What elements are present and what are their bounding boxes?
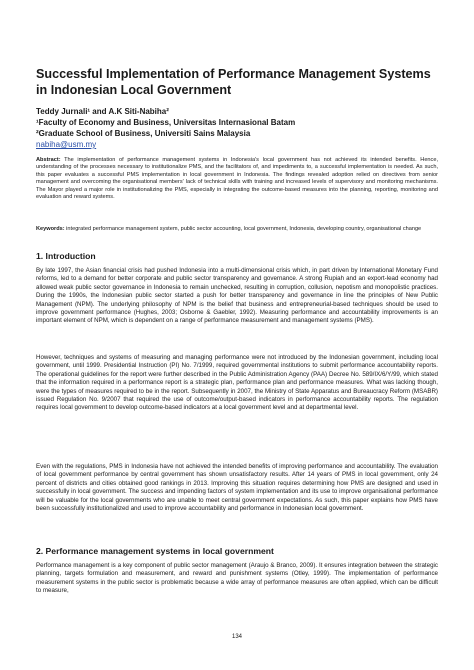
keywords-text: integrated performance management system, public sector accounting, local government, Indonesia, developing country, organisational change [66,226,422,232]
author-names: Teddy Jurnali¹ and A.K Siti-Nabiha² [36,107,169,116]
abstract [36,157,438,201]
pms-paragraph-1: Performance management is a key component of public sector management (Araujo & Branco, 2009). It ensures integration between the strategic planning, targets formulation and measurement, and reward and punishment systems (Otley, 1999). The implementation of performance measurement systems in the public sector is problematic because a wide array of performance measures are often applied, which can be difficult to measure, [36,562,438,595]
page-number: 134 [231,634,242,640]
keywords [36,226,438,233]
section-heading-pms: 2. Performance management systems in local government [36,546,274,556]
intro-paragraph-3: Even with the regulations, PMS in Indonesia have not achieved the intended benefits of improving performance and accountability. The evaluation of local government performance by central government has shown unsatisfactory results. After 14 years of PMS in local government, only 24 percent of districts and cities obtained good rankings in 2013. Improving this situation requires determining how PMS are designed and used in successfully in local government. The success and impending factors of system implementation and its use to improve organisational performance will be valuable for the local governments who are unable to meet central government expectations. As such, this paper explains how PMS have been successfully institutionalized and used to improve accountability and performance in Indonesian local government. [36,463,438,513]
abstract-text: The implementation of performance management systems in Indonesia's local government has not achieved its intended benefits. Hence, understanding of the processes necessary to institutionalize PMS, and the facilitators of, and impediments to, a successful implementation is needed. As such, this paper evaluates a successful PMS implementation in local government in Indonesia. The findings revealed adoption relied on directives from senior management and overcoming the organisational members' lack of technical skills with training and increased levels of supervisory and monitoring mechanisms. The Mayor played a major role in institutionalizing the PMS, especially in integrating the outcome-based measures into the planning, reporting, monitoring and evaluation and reward systems. [36,157,438,201]
intro-paragraph-1: By late 1997, the Asian financial crisis had pushed Indonesia into a multi-dimensional crisis which, in part driven by International Monetary Fund reforms, led to a demand for better corporate and public sector transparency and governance. A strong Rupiah and an export-lead economy had allowed weak public sector governance in Indonesia to remain unchecked, resulting in corruption, collusion, nepotism and monopolistic practices. During the 1990s, the Indonesian public sector started a push for better transparency and governance in line the principles of New Public Management (NPM). The underlying philosophy of NPM is the belief that business and entrepreneurial-based techniques should be used to improve government performance (Hughes, 2003; Osborne & Gaebler, 1992). Measuring performance and accountability improvements is an important element of NPM, which is dependent on a range of performance measurement and management systems (PMS). [36,267,438,325]
affiliation-1: ¹Faculty of Economy and Business, Universitas Internasional Batam [36,118,296,127]
abstract-label: Abstract: [36,157,61,163]
intro-paragraph-2: However, techniques and systems of measuring and managing performance were not introduced by the Indonesian government, including local government, until 1999. Presidential Instruction (PI) No. 7/1999, required governmental institutions to submit performance accountability reports. The operational guidelines for the report were further described in the Public Administration Agency (PAA) Decree No. 589/IX/6/Y/99, which stated that the information required in a performance report is a strategic plan, performance plan and performance measures. What was lacking though, were the types of measures required to be in the report. Subsequently in 2007, the Ministry of State Apparatus and Bureaucracy Reform (MSABR) issued Regulation No. 9/2007 that required the use of outcome/output-based indicators in performance accountability reports. The regulation requires local government to develop outcome-based indicators at a local government level and at departmental level. [36,354,438,412]
paper-title: Successful Implementation of Performance Management Systems in Indonesian Local Government [36,67,431,97]
keywords-label: Keywords: [36,226,65,232]
section-heading-introduction: 1. Introduction [36,251,96,261]
author-email-link[interactable]: nabiha@usm.my [36,140,97,149]
author-block [36,106,436,150]
affiliation-2: ²Graduate School of Business, Universiti Sains Malaysia [36,129,251,138]
